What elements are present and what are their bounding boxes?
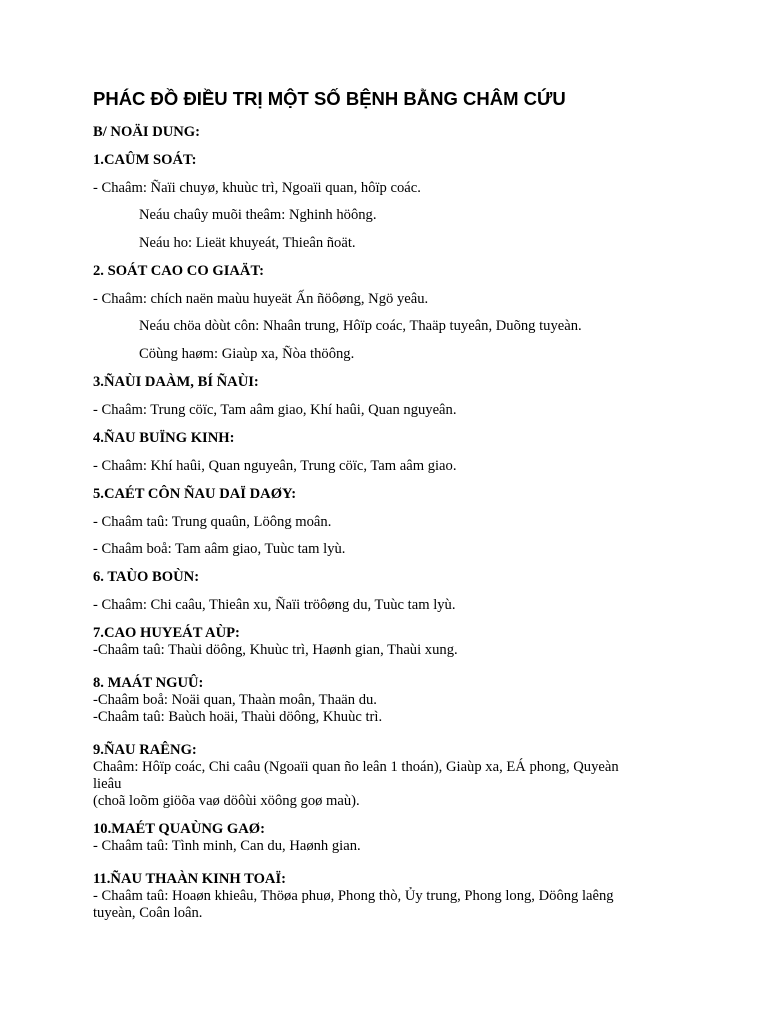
line-sot-cao-cung-ham: Cöùng haøm: Giaùp xa, Ñòa thöông. (139, 346, 355, 362)
line-cam-sot-ho: Neáu ho: Lieät khuyeát, Thieân ñoät. (139, 235, 356, 251)
heading-dau-rang: 9.ÑAU RAÊNG: (93, 742, 197, 758)
heading-cao-huyet-ap: 7.CAO HUYEÁT AÙP: (93, 625, 240, 641)
heading-dau-da-day: 5.CAÉT CÔN ÑAU DAÏ DAØY: (93, 486, 297, 502)
line-sot-cao-chua-dut: Neáu chöa dòùt côn: Nhaân trung, Hôïp coác, Thaäp tuyeân, Duõng tuyeàn. (139, 318, 582, 334)
line-da-day-cham-ta: - Chaâm taû: Trung quaûn, Löông moân. (93, 514, 332, 530)
line-than-kinh-toa-cont: tuyeàn, Coân loân. (93, 905, 203, 921)
line-dau-bung-kinh-cham: - Chaâm: Khí haûi, Quan nguyeân, Trung cöïc, Tam aâm giao. (93, 458, 457, 474)
line-dau-rang-cham: Chaâm: Hôïp coác, Chi caâu (Ngoaïi quan ño leân 1 thoán), Giaùp xa, EÁ phong, Quyeàn (93, 759, 619, 775)
section-heading: B/ NOÄI DUNG: (93, 124, 201, 140)
line-tao-bon-cham: - Chaâm: Chi caâu, Thieân xu, Ñaïi tröôøng du, Tuùc tam lyù. (93, 597, 456, 613)
heading-tao-bon: 6. TAÙO BOÙN: (93, 569, 200, 585)
line-mat-ngu-cham-ta: -Chaâm taû: Baùch hoäi, Thaùi döông, Khuùc trì. (93, 709, 383, 725)
heading-cam-sot: 1.CAÛM SOÁT: (93, 152, 197, 168)
heading-sot-cao: 2. SOÁT CAO CO GIAÄT: (93, 263, 264, 279)
line-than-kinh-toa-cham: - Chaâm taû: Hoaøn khieâu, Thöøa phuø, Phong thò, Ủy trung, Phong long, Döông laêng (93, 888, 614, 904)
heading-than-kinh-toa: 11.ÑAU THAÀN KINH TOAÏ: (93, 871, 286, 887)
line-dau-rang-cham-cont: lieâu (93, 776, 122, 792)
heading-dai-dam: 3.ÑAÙI DAÀM, BÍ ÑAÙI: (93, 374, 259, 390)
line-dai-dam-cham: - Chaâm: Trung cöïc, Tam aâm giao, Khí haûi, Quan nguyeân. (93, 402, 457, 418)
line-dau-rang-note: (choã loõm giöõa vaø döôùi xöông goø maù). (93, 793, 360, 809)
line-mat-ngu-cham-bo: -Chaâm boå: Noäi quan, Thaàn moân, Thaän du. (93, 692, 377, 708)
line-cao-huyet-ap-cham: -Chaâm taû: Thaùi döông, Khuùc trì, Haønh gian, Thaùi xung. (93, 642, 458, 658)
line-sot-cao-cham: - Chaâm: chích naën maùu huyeät Ấn ñöôøng, Ngö yeâu. (93, 291, 429, 307)
line-cam-sot-chay-mui: Neáu chaûy muõi theâm: Nghinh höông. (139, 207, 377, 223)
heading-mat-quang-ga: 10.MAÉT QUAÙNG GAØ: (93, 821, 266, 837)
heading-mat-ngu: 8. MAÁT NGUÛ: (93, 675, 204, 691)
line-da-day-cham-bo: - Chaâm boå: Tam aâm giao, Tuùc tam lyù. (93, 541, 346, 557)
line-cam-sot-cham: - Chaâm: Ñaïi chuyø, khuùc trì, Ngoaïi quan, hôïp coác. (93, 180, 421, 196)
heading-dau-bung-kinh: 4.ÑAU BUÏNG KINH: (93, 430, 235, 446)
line-mat-quang-ga-cham: - Chaâm taû: Tình minh, Can du, Haønh gian. (93, 838, 361, 854)
document-title: PHÁC ĐỒ ĐIỀU TRỊ MỘT SỐ BỆNH BẰNG CHÂM CỨU (93, 88, 566, 109)
